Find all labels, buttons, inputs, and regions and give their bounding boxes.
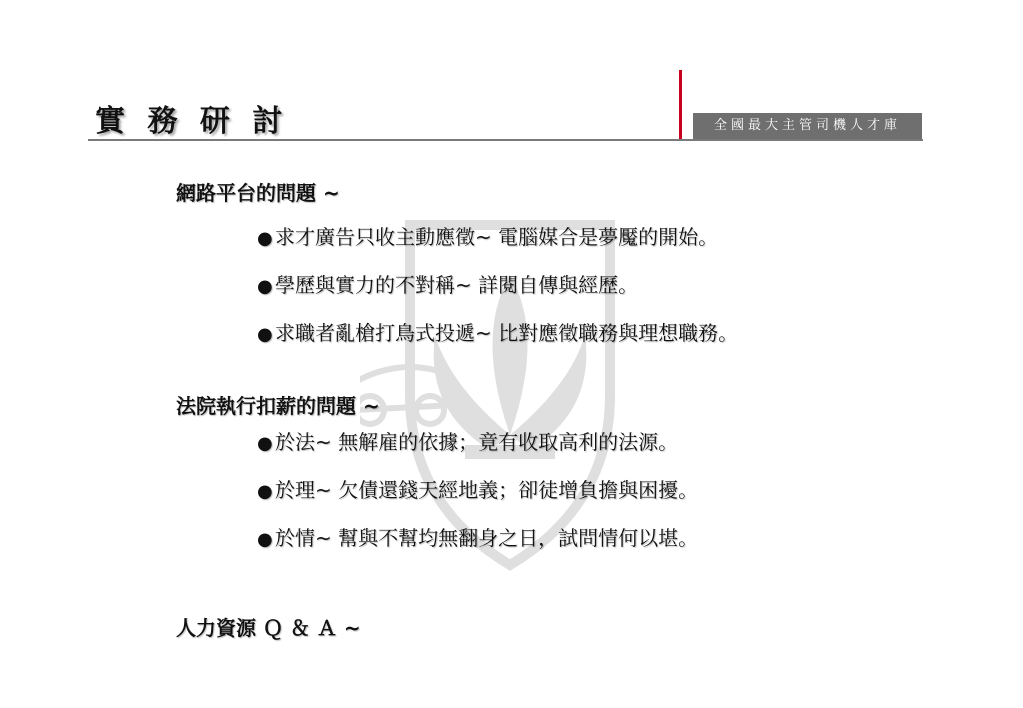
bullet-icon: ● (257, 228, 273, 249)
section-heading-qa: 人力資源 Ｑ ＆ Ａ ~ (176, 616, 361, 640)
list-item (257, 466, 698, 514)
bullet-icon: ● (257, 324, 273, 345)
bullet-icon: ● (257, 529, 273, 550)
list-item (257, 514, 698, 562)
list-item-text: 求才廣告只收主動應徵~ 電腦媒合是夢魘的開始。 (275, 225, 719, 249)
accent-divider (679, 70, 682, 139)
list-item-text: 於理~ 欠債還錢天經地義；卻徒增負擔與困擾。 (275, 478, 699, 502)
list-item (257, 418, 698, 466)
list-item (257, 261, 738, 309)
list-item (257, 309, 738, 357)
bullet-icon: ● (257, 481, 273, 502)
bullet-icon: ● (257, 276, 273, 297)
section-heading-court: 法院執行扣薪的問題 ~ (176, 394, 380, 418)
section-heading-platform: 網路平台的問題 ~ (176, 181, 340, 205)
section-list-platform (257, 213, 738, 357)
bullet-icon: ● (257, 433, 273, 454)
list-item (257, 213, 738, 261)
list-item-text: 於法~ 無解雇的依據；竟有收取高利的法源。 (275, 430, 679, 454)
page-title: 實 務 研 討 (95, 104, 289, 139)
title-rule (88, 139, 923, 141)
tagline-badge: 全國最大主管司機人才庫 (693, 113, 922, 139)
list-item-text: 學歷與實力的不對稱~ 詳閱自傳與經歷。 (275, 273, 639, 297)
section-list-court (257, 418, 698, 562)
list-item-text: 於情~ 幫與不幫均無翻身之日，試問情何以堪。 (275, 526, 699, 550)
list-item-text: 求職者亂槍打鳥式投遞~ 比對應徵職務與理想職務。 (275, 321, 739, 345)
